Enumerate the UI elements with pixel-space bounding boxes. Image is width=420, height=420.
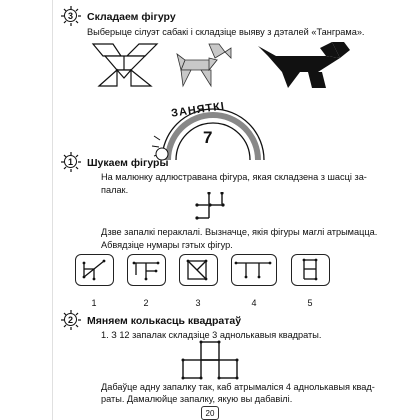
section-instruction-line: палак. [101, 185, 129, 195]
match-squares-figure [173, 340, 253, 382]
lesson-number: 7 [203, 128, 213, 147]
workbook-page [52, 0, 378, 420]
section-number-badge: 3 [64, 9, 77, 22]
option-label-5[interactable]: 5 [307, 298, 313, 308]
lesson-banner-word: ЗАНЯТКІ [170, 100, 226, 120]
match-figure-option-3 [180, 255, 216, 284]
section-title: Шукаем фігуры [87, 157, 169, 169]
option-label-4[interactable]: 4 [251, 298, 257, 308]
option-card-5[interactable] [291, 254, 330, 286]
tangram-outline-figure [91, 40, 159, 90]
option-label-3[interactable]: 3 [195, 298, 201, 308]
option-card-2[interactable] [127, 254, 166, 286]
section-title: Складаем фігуру [87, 11, 176, 23]
match-figure-option-2 [128, 255, 164, 284]
task-text-line: Дабаўце адну запалку так, каб атрымаліся 4 аднолькавыя квад- [101, 382, 375, 392]
match-figure-option-4 [232, 255, 275, 284]
task-text-line: Абвядзіце нумары гэтых фігур. [101, 240, 233, 250]
match-figure-sample [193, 192, 233, 222]
match-figure-option-5 [292, 255, 328, 284]
option-label-2[interactable]: 2 [143, 298, 149, 308]
section-instruction-line: На малюнку адлюстравана фігура, якая складзена з шасці за- [101, 172, 367, 182]
section-number-badge: 1 [64, 155, 77, 168]
option-card-1[interactable] [75, 254, 114, 286]
option-card-3[interactable] [179, 254, 218, 286]
tangram-gray-dog-figure [173, 40, 233, 88]
section-number-badge: 2 [64, 313, 77, 326]
section-title: Мяняем колькасць квадратаў [87, 315, 242, 327]
section-instruction: Выберыце сілуэт сабакі і складзіце выяву з дэталей «Танграма». [87, 27, 365, 37]
task-text-line: раты. Дамалюйце запалку, якую вы дабавілі. [101, 394, 293, 404]
task-text-line: Дзве запалкі пераклалі. Вызначце, якія фігуры маглі атрымацца. [101, 227, 378, 237]
tangram-black-silhouette-figure [248, 38, 352, 90]
task-text-line: 1. З 12 запалак складзіце 3 аднолькавыя квадраты. [101, 330, 322, 340]
option-label-1[interactable]: 1 [91, 298, 97, 308]
match-figure-option-1 [76, 255, 112, 284]
page-number: 20 [201, 406, 219, 420]
option-card-4[interactable] [231, 254, 277, 286]
